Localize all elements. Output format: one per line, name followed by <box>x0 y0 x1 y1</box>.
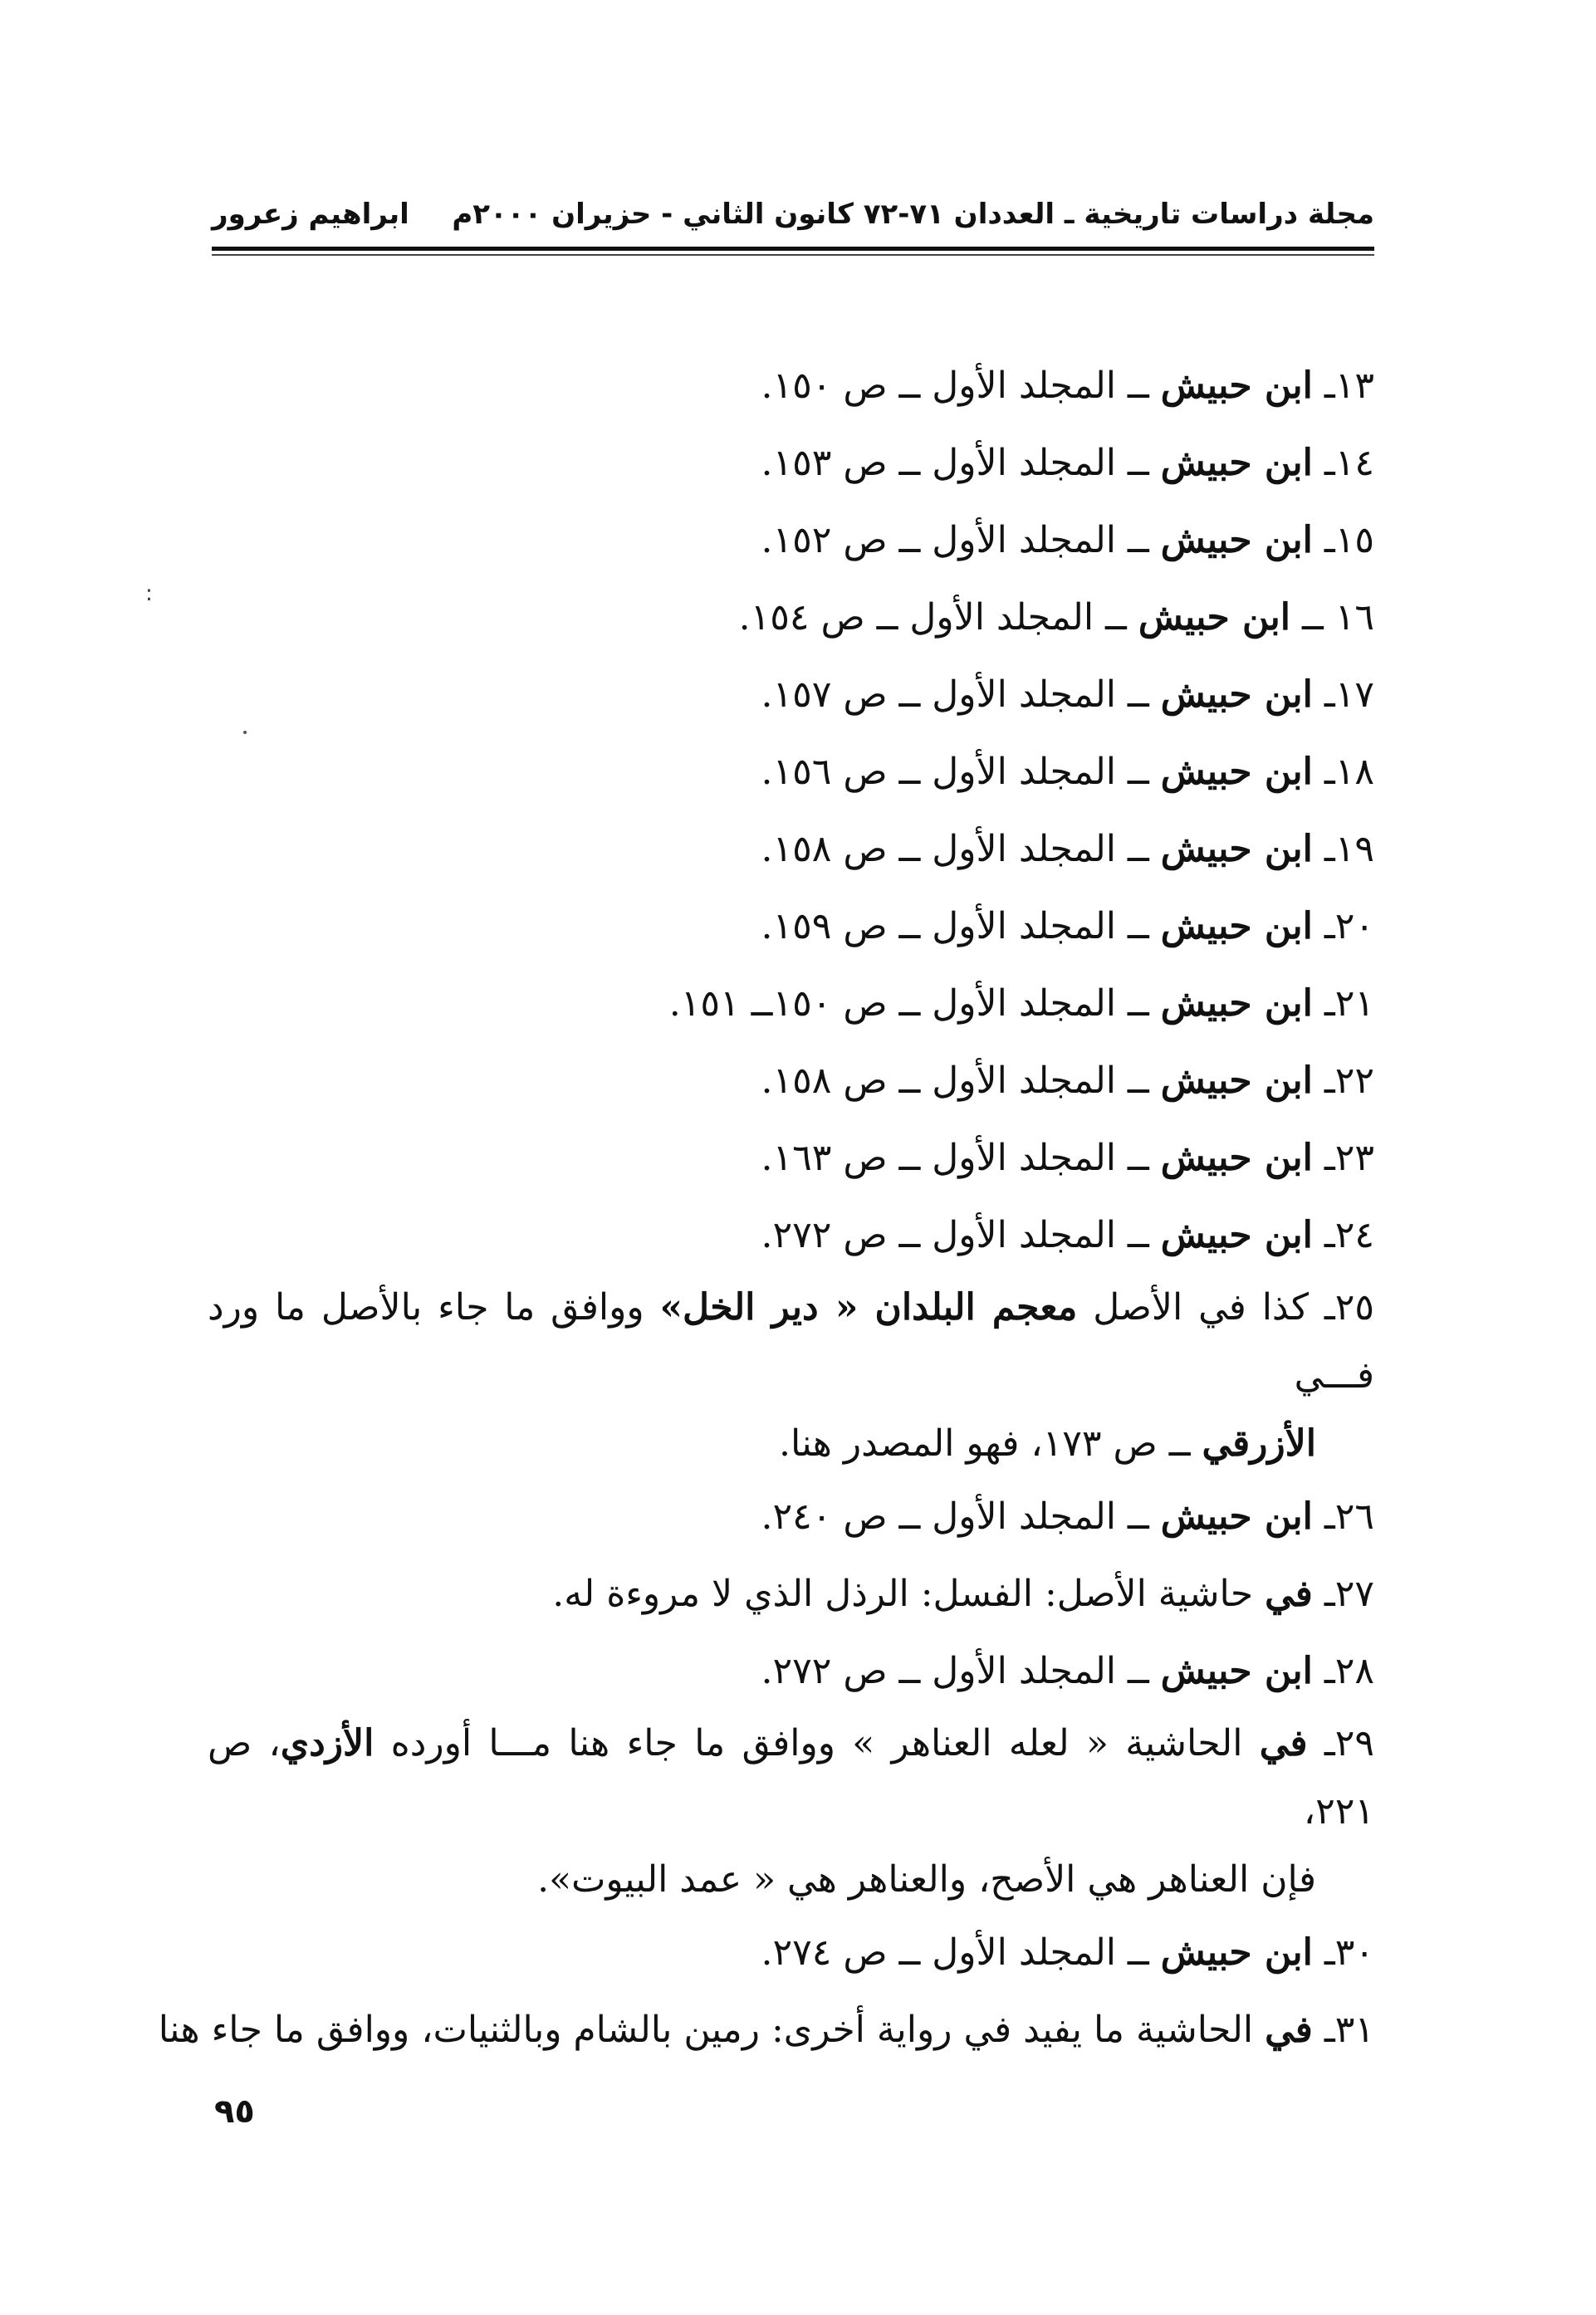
header-rule-thick <box>212 247 1374 251</box>
footnote-31: ٣١ـ في الحاشية ما يفيد في رواية أخرى: رمين بالشام وبالثنيات، ووافق ما جاء هنا <box>158 2009 1374 2051</box>
footnote-21: ٢١ـ ابن حبيش ــ المجلد الأول ــ ص ١٥٠ــ ١٥١. <box>668 982 1374 1025</box>
footnote-22: ٢٢ـ ابن حبيش ــ المجلد الأول ــ ص ١٥٨. <box>761 1060 1374 1102</box>
footnote-26: ٢٦ـ ابن حبيش ــ المجلد الأول ــ ص ٢٤٠. <box>761 1495 1374 1538</box>
footnote-18: ١٨ـ ابن حبيش ــ المجلد الأول ــ ص ١٥٦. <box>761 751 1374 793</box>
footnote-25-continuation: الأزرقي ــ ص ١٧٣، فهو المصدر هنا. <box>778 1422 1316 1465</box>
footnote-14: ١٤ـ ابن حبيش ــ المجلد الأول ــ ص ١٥٣. <box>761 442 1374 484</box>
footnote-29-continuation: فإن العناهر هي الأصح، والعناهر هي « عمد البيوت». <box>537 1858 1316 1901</box>
margin-marker: : <box>145 581 153 606</box>
page-number: ٩٥ <box>214 2092 255 2131</box>
footnote-13: ١٣ـ ابن حبيش ــ المجلد الأول ــ ص ١٥٠. <box>761 365 1374 407</box>
footnote-24: ٢٤ـ ابن حبيش ــ المجلد الأول ــ ص ٢٧٢. <box>761 1214 1374 1256</box>
footnote-17: ١٧ـ ابن حبيش ــ المجلد الأول ــ ص ١٥٧. <box>761 673 1374 716</box>
footnote-25: ٢٥ـ كذا في الأصل معجم البلدان « دير الخل» ووافق ما جاء بالأصل ما ورد فـــي الأزرقي ــ ص ١٧٣، فهو المصدر هنا. <box>208 1274 1374 1478</box>
footnote-19: ١٩ـ ابن حبيش ــ المجلد الأول ــ ص ١٥٨. <box>761 828 1374 870</box>
footnote-16: ١٦ ــ ابن حبيش ــ المجلد الأول ــ ص ١٥٤. <box>738 596 1374 639</box>
footnote-15: ١٥ـ ابن حبيش ــ المجلد الأول ــ ص ١٥٢. <box>761 519 1374 561</box>
author-name: ابراهيم زعرور <box>212 198 409 231</box>
footnote-30: ٣٠ـ ابن حبيش ــ المجلد الأول ــ ص ٢٧٤. <box>761 1931 1374 1974</box>
footnote-28: ٢٨ـ ابن حبيش ــ المجلد الأول ــ ص ٢٧٢. <box>761 1650 1374 1692</box>
footnote-20: ٢٠ـ ابن حبيش ــ المجلد الأول ــ ص ١٥٩. <box>761 905 1374 947</box>
footnote-29: ٢٩ـ في الحاشية « لعله العناهر » ووافق ما جاء هنا مـــا أورده الأزدي، ص ٢٢١، فإن العناهر هي الأصح، والعناهر هي « عمد البيوت». <box>208 1710 1374 1914</box>
footnotes-list <box>158 347 1374 2068</box>
journal-title: مجلة دراسات تاريخية ـ العددان ٧١-٧٢ كانون الثاني - حزيران ٢٠٠٠م <box>452 198 1374 231</box>
footnote-23: ٢٣ـ ابن حبيش ــ المجلد الأول ــ ص ١٦٣. <box>761 1137 1374 1179</box>
header-rule-thin <box>212 254 1374 256</box>
footnote-27: ٢٧ـ في حاشية الأصل: الفسل: الرذل الذي لا مروءة له. <box>552 1573 1374 1615</box>
running-header <box>212 198 1374 247</box>
